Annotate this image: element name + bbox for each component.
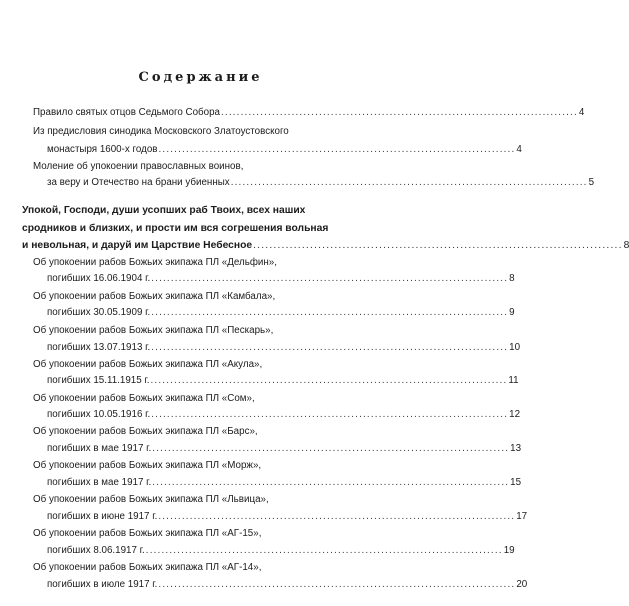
toc-page-number: 19 xyxy=(503,545,515,556)
leader-dots: ........................................................................................... xyxy=(253,240,623,251)
toc-entry-line: Упокой, Господи, души усопших раб Твоих, всех наших xyxy=(22,205,306,216)
leader-dots: ........................................................................................... xyxy=(150,375,508,386)
toc-entry-text: погибших 16.06.1904 г. xyxy=(47,273,151,284)
toc-entry-line: Об упокоении рабов Божьих экипажа ПЛ «Дельфин», xyxy=(33,257,277,268)
leader-dots: ........................................................................................... xyxy=(158,144,516,155)
toc-entry-text: погибших 30.05.1909 г. xyxy=(47,307,151,318)
toc-page-number: 12 xyxy=(509,409,521,420)
toc-entry-line: Моление об упокоении православных воинов, xyxy=(33,161,244,172)
leader-dots: ........................................................................................... xyxy=(152,443,510,454)
leader-dots: ........................................................................................... xyxy=(158,579,516,590)
toc-entry-line: Об упокоении рабов Божьих экипажа ПЛ «Барс», xyxy=(33,426,258,437)
leader-dots: ........................................................................................... xyxy=(220,107,578,118)
toc-page-number: 17 xyxy=(516,511,528,522)
toc-entry xyxy=(47,375,519,387)
toc-page-number: 4 xyxy=(578,107,585,118)
leader-dots: ........................................................................................... xyxy=(151,342,509,353)
toc-entry xyxy=(47,477,522,489)
toc-entry-line: Об упокоении рабов Божьих экипажа ПЛ «Камбала», xyxy=(33,291,276,302)
toc-page-number: 4 xyxy=(516,144,522,155)
toc-entry-text: Правило святых отцов Седьмого Собора xyxy=(33,107,220,118)
toc-entry-text: за веру и Отечество на брани убиенных xyxy=(47,177,230,188)
toc-entry xyxy=(47,342,521,354)
toc-entry xyxy=(47,144,522,156)
toc-entry-text: погибших в мае 1917 г. xyxy=(47,477,152,488)
toc-entry-line: Об упокоении рабов Божьих экипажа ПЛ «Морж», xyxy=(33,460,262,471)
toc-entry-text: погибших в июле 1917 г. xyxy=(47,579,158,590)
toc-entry xyxy=(47,177,595,189)
toc-page-number: 20 xyxy=(516,579,528,590)
toc-page-number: 5 xyxy=(588,177,595,188)
toc-entry-line: Об упокоении рабов Божьих экипажа ПЛ «Львица», xyxy=(33,494,269,505)
leader-dots: ........................................................................................... xyxy=(230,177,588,188)
toc-entry-line: Об упокоении рабов Божьих экипажа ПЛ «АГ-14», xyxy=(33,562,262,573)
toc-entry xyxy=(47,307,515,319)
toc-entry-text: погибших 8.06.1917 г. xyxy=(47,545,145,556)
toc-entry-line: Об упокоении рабов Божьих экипажа ПЛ «Пескарь», xyxy=(33,325,274,336)
toc-entry xyxy=(47,409,521,421)
toc-page-number: 8 xyxy=(509,273,515,284)
toc-page-number: 9 xyxy=(509,307,515,318)
toc-entry-text: погибших в июне 1917 г. xyxy=(47,511,158,522)
toc-page-number: 15 xyxy=(510,477,522,488)
toc-entry-text: погибших 13.07.1913 г. xyxy=(47,342,151,353)
toc-entry-text: погибших 15.11.1915 г. xyxy=(47,375,150,386)
toc-entry xyxy=(47,579,528,591)
toc-entry-line: Об упокоении рабов Божьих экипажа ПЛ «Сом», xyxy=(33,393,255,404)
toc-entry xyxy=(47,545,515,557)
toc-entry xyxy=(22,240,629,252)
leader-dots: ........................................................................................... xyxy=(151,409,509,420)
leader-dots: ........................................................................................... xyxy=(145,545,503,556)
toc-entry-line: Об упокоении рабов Божьих экипажа ПЛ «АГ-15», xyxy=(33,528,262,539)
toc-page-number: 8 xyxy=(623,240,629,251)
toc-page-number: 11 xyxy=(508,375,519,386)
toc-entry-text: монастыря 1600-х годов xyxy=(47,144,158,155)
toc-entry-text: погибших в мае 1917 г. xyxy=(47,443,152,454)
toc-entry xyxy=(47,273,515,285)
toc-entry xyxy=(47,511,528,523)
toc-entry-line: Из предисловия синодика Московского Златоустовского xyxy=(33,126,289,137)
toc-entry-line: Об упокоении рабов Божьих экипажа ПЛ «Акула», xyxy=(33,359,263,370)
toc-heading: Содержание xyxy=(138,70,263,85)
toc-entry xyxy=(33,107,585,119)
toc-page-number: 13 xyxy=(510,443,522,454)
toc-entry xyxy=(47,443,522,455)
toc-page-number: 10 xyxy=(509,342,521,353)
leader-dots: ........................................................................................... xyxy=(152,477,510,488)
toc-entry-text: и невольная, и даруй им Царствие Небесное xyxy=(22,240,253,251)
toc-entry-text: погибших 10.05.1916 г. xyxy=(47,409,151,420)
toc-entry-line: сродников и близких, и прости им вся согрешения вольная xyxy=(22,223,329,234)
leader-dots: ........................................................................................... xyxy=(151,307,509,318)
leader-dots: ........................................................................................... xyxy=(151,273,509,284)
leader-dots: ........................................................................................... xyxy=(158,511,516,522)
